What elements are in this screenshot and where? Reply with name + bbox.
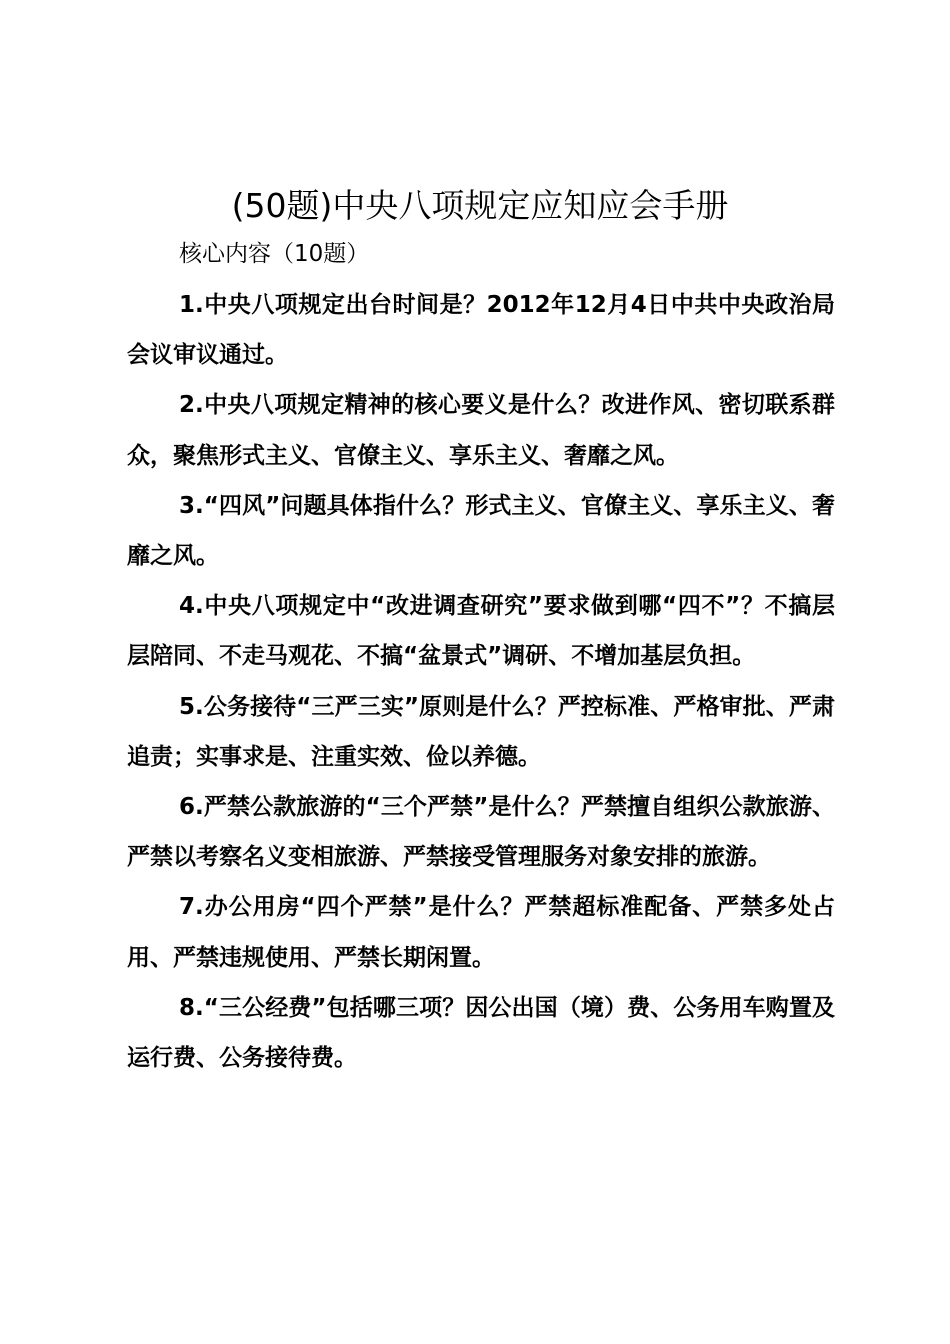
qa-item-8: 8.“三公经费”包括哪三项？因公出国（境）费、公务用车购置及运行费、公务接待费。 (127, 994, 835, 1072)
qa-item-3: 3.“四风”问题具体指什么？形式主义、官僚主义、享乐主义、奢靡之风。 (127, 492, 835, 570)
document-title: (50题)中央八项规定应知应会手册 (231, 186, 729, 225)
qa-item-7: 7.办公用房“四个严禁”是什么？严禁超标准配备、严禁多处占用、严禁违规使用、严禁长期闲置。 (127, 894, 835, 971)
qa-item-2: 2.中央八项规定精神的核心要义是什么？改进作风、密切联系群众，聚焦形式主义、官僚主义、享乐主义、奢靡之风。 (127, 392, 835, 469)
qa-list (127, 280, 835, 1083)
qa-item-6: 6.严禁公款旅游的“三个严禁”是什么？严禁擅自组织公款旅游、严禁以考察名义变相旅游、严禁接受管理服务对象安排的旅游。 (127, 794, 835, 871)
qa-item-1: 1.中央八项规定出台时间是？2012年12月4日中共中央政治局会议审议通过。 (127, 292, 835, 369)
section-heading: 核心内容（10题） (179, 241, 370, 267)
qa-item-5: 5.公务接待“三严三实”原则是什么？严控标准、严格审批、严肃追责；实事求是、注重实效、俭以养德。 (127, 693, 835, 770)
qa-item-4: 4.中央八项规定中“改进调查研究”要求做到哪“四不”？不搞层层陪同、不走马观花、不搞“盆景式”调研、不增加基层负担。 (127, 593, 835, 670)
